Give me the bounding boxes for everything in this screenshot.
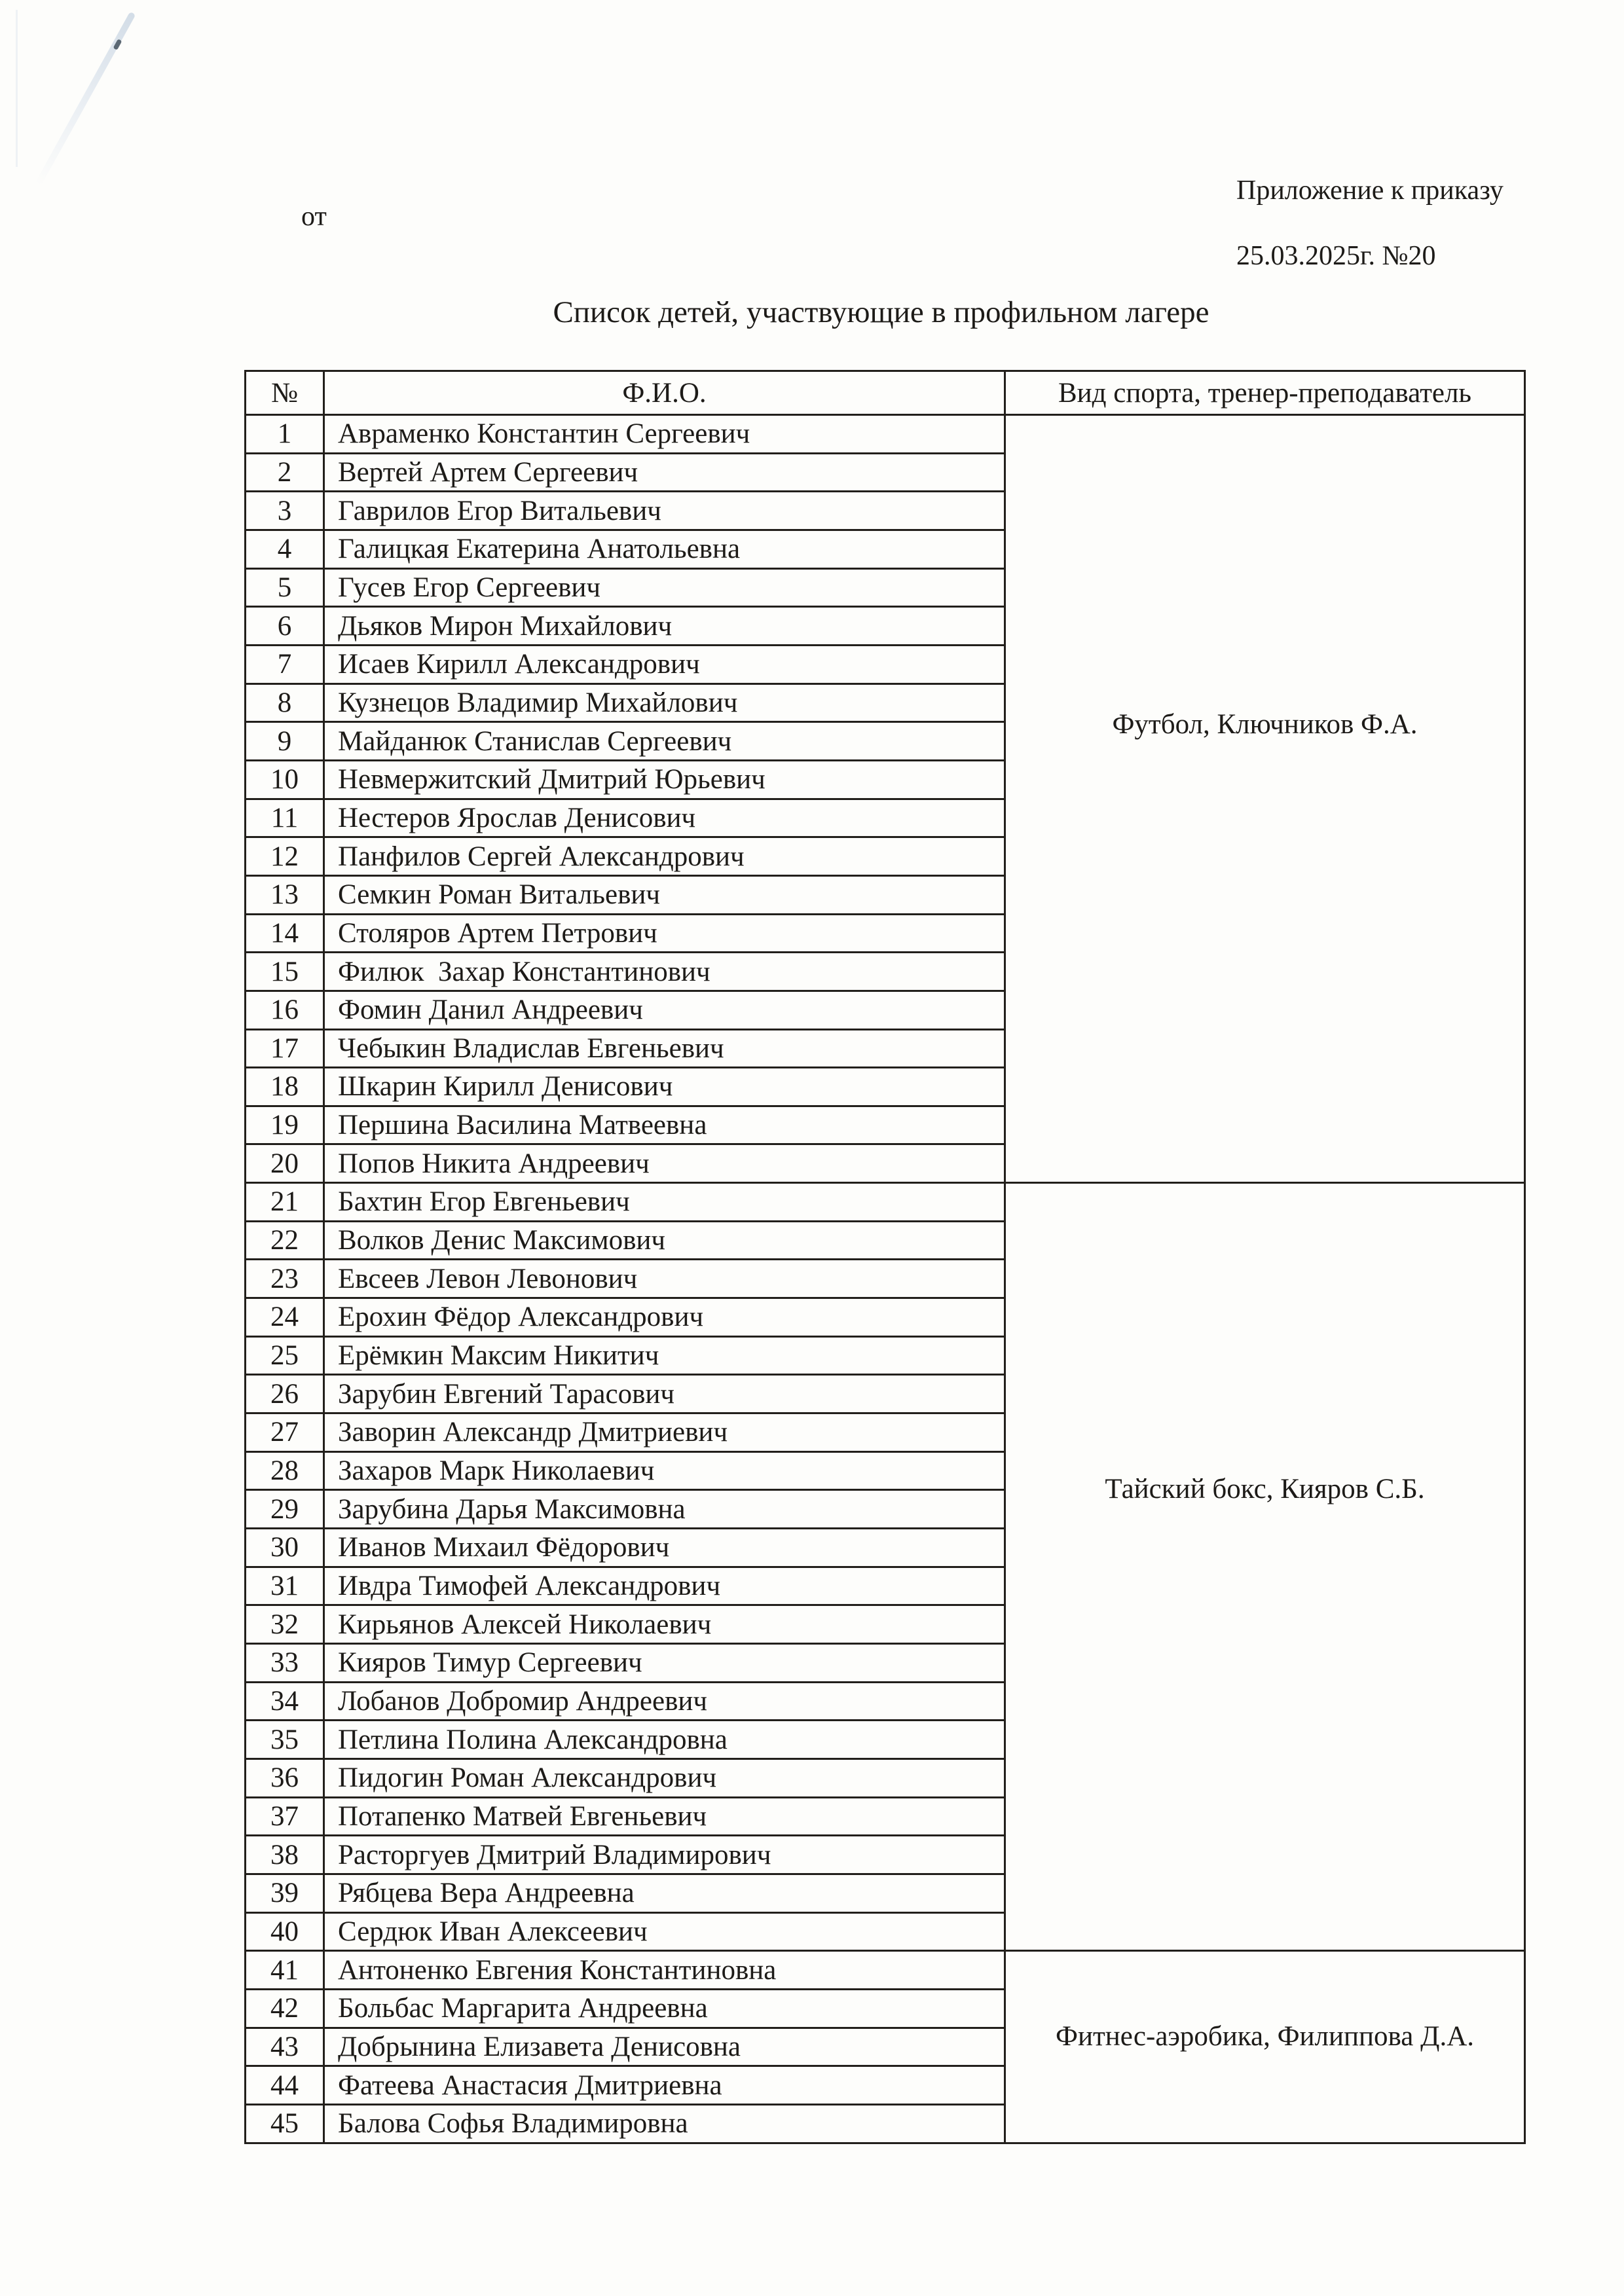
student-name-cell: Майданюк Станислав Сергеевич — [324, 722, 1005, 761]
student-name-cell: Евсеев Левон Левонович — [324, 1260, 1005, 1298]
col-header-sport: Вид спорта, тренер-преподаватель — [1005, 371, 1525, 415]
row-number-cell: 42 — [246, 1989, 324, 2028]
row-number-cell: 45 — [246, 2104, 324, 2143]
student-name-cell: Потапенко Матвей Евгеньевич — [324, 1797, 1005, 1836]
student-name-cell: Дьяков Мирон Михайлович — [324, 607, 1005, 646]
student-name-cell: Сердюк Иван Алексеевич — [324, 1912, 1005, 1951]
row-number-cell: 36 — [246, 1758, 324, 1797]
sport-group-cell — [1005, 415, 1525, 1183]
student-name-cell: Антоненко Евгения Константиновна — [324, 1951, 1005, 1990]
student-name-cell: Гаврилов Егор Витальевич — [324, 492, 1005, 530]
row-number-cell: 43 — [246, 2028, 324, 2066]
student-name-cell: Кузнецов Владимир Михайлович — [324, 683, 1005, 722]
row-number-cell: 37 — [246, 1797, 324, 1836]
student-name-cell: Больбас Маргарита Андреевна — [324, 1989, 1005, 2028]
row-number-cell: 23 — [246, 1260, 324, 1298]
row-number-cell: 26 — [246, 1375, 324, 1413]
roster-table — [244, 370, 1526, 2144]
appendix-date: 25.03.2025г. №20 — [1236, 241, 1436, 271]
row-number-cell: 40 — [246, 1912, 324, 1951]
student-name-cell: Чебыкин Владислав Евгеньевич — [324, 1029, 1005, 1068]
student-name-cell: Пидогин Роман Александрович — [324, 1758, 1005, 1797]
student-name-cell: Семкин Роман Витальевич — [324, 875, 1005, 914]
row-number-cell: 2 — [246, 453, 324, 492]
row-number-cell: 11 — [246, 799, 324, 837]
student-name-cell: Кирьянов Алексей Николаевич — [324, 1605, 1005, 1644]
row-number-cell: 39 — [246, 1874, 324, 1912]
row-number-cell: 10 — [246, 760, 324, 799]
row-number-cell: 22 — [246, 1221, 324, 1260]
student-name-cell: Филюк Захар Константинович — [324, 953, 1005, 991]
row-number-cell: 4 — [246, 530, 324, 568]
row-number-cell: 38 — [246, 1836, 324, 1874]
student-name-cell: Гусев Егор Сергеевич — [324, 568, 1005, 607]
sport-group-cell — [1005, 1951, 1525, 2143]
scan-edge-line — [16, 10, 18, 167]
row-number-cell: 31 — [246, 1567, 324, 1605]
row-number-cell: 24 — [246, 1298, 324, 1337]
row-number-cell: 41 — [246, 1951, 324, 1990]
student-name-cell: Зарубина Дарья Максимовна — [324, 1490, 1005, 1529]
row-number-cell: 14 — [246, 914, 324, 953]
row-number-cell: 29 — [246, 1490, 324, 1529]
scan-crease-line — [35, 12, 136, 187]
table-row — [246, 415, 1525, 454]
student-name-cell: Петлина Полина Александровна — [324, 1721, 1005, 1759]
row-number-cell: 16 — [246, 991, 324, 1029]
student-name-cell: Панфилов Сергей Александрович — [324, 837, 1005, 876]
row-number-cell: 3 — [246, 492, 324, 530]
student-name-cell: Заворин Александр Дмитриевич — [324, 1413, 1005, 1452]
student-name-cell: Расторгуев Дмитрий Владимирович — [324, 1836, 1005, 1874]
student-name-cell: Исаев Кирилл Александрович — [324, 645, 1005, 683]
row-number-cell: 1 — [246, 415, 324, 454]
student-name-cell: Бахтин Егор Евгеньевич — [324, 1183, 1005, 1222]
page-title: Список детей, участвующие в профильном лагере — [553, 295, 1209, 329]
row-number-cell: 8 — [246, 683, 324, 722]
row-number-cell: 27 — [246, 1413, 324, 1452]
student-name-cell: Шкарин Кирилл Денисович — [324, 1068, 1005, 1106]
student-name-cell: Иванов Михаил Фёдорович — [324, 1529, 1005, 1567]
student-name-cell: Нестеров Ярослав Денисович — [324, 799, 1005, 837]
student-name-cell: Добрынина Елизавета Денисовна — [324, 2028, 1005, 2066]
row-number-cell: 17 — [246, 1029, 324, 1068]
ot-label: от — [301, 202, 327, 232]
col-header-number: № — [246, 371, 324, 415]
student-name-cell: Кияров Тимур Сергеевич — [324, 1644, 1005, 1683]
row-number-cell: 13 — [246, 875, 324, 914]
table-row — [246, 1183, 1525, 1222]
row-number-cell: 15 — [246, 953, 324, 991]
student-name-cell: Балова Софья Владимировна — [324, 2104, 1005, 2143]
row-number-cell: 35 — [246, 1721, 324, 1759]
student-name-cell: Волков Денис Максимович — [324, 1221, 1005, 1260]
student-name-cell: Ерохин Фёдор Александрович — [324, 1298, 1005, 1337]
student-name-cell: Зарубин Евгений Тарасович — [324, 1375, 1005, 1413]
table-row — [246, 1951, 1525, 1990]
col-header-name: Ф.И.О. — [324, 371, 1005, 415]
student-name-cell: Столяров Артем Петрович — [324, 914, 1005, 953]
row-number-cell: 32 — [246, 1605, 324, 1644]
student-name-cell: Невмержитский Дмитрий Юрьевич — [324, 760, 1005, 799]
table-header-row — [246, 371, 1525, 415]
row-number-cell: 7 — [246, 645, 324, 683]
student-name-cell: Вертей Артем Сергеевич — [324, 453, 1005, 492]
row-number-cell: 20 — [246, 1144, 324, 1183]
student-name-cell: Лобанов Добромир Андреевич — [324, 1682, 1005, 1721]
student-name-cell: Захаров Марк Николаевич — [324, 1451, 1005, 1490]
row-number-cell: 44 — [246, 2066, 324, 2105]
appendix-note: Приложение к приказу — [1236, 175, 1504, 206]
row-number-cell: 28 — [246, 1451, 324, 1490]
row-number-cell: 19 — [246, 1106, 324, 1144]
row-number-cell: 25 — [246, 1336, 324, 1375]
row-number-cell: 6 — [246, 607, 324, 646]
student-name-cell: Ерёмкин Максим Никитич — [324, 1336, 1005, 1375]
sport-group-label: Футбол, Ключников Ф.А. — [1112, 708, 1418, 740]
student-name-cell: Галицкая Екатерина Анатольевна — [324, 530, 1005, 568]
row-number-cell: 9 — [246, 722, 324, 761]
row-number-cell: 21 — [246, 1183, 324, 1222]
student-name-cell: Попов Никита Андреевич — [324, 1144, 1005, 1183]
student-name-cell: Фатеева Анастасия Дмитриевна — [324, 2066, 1005, 2105]
row-number-cell: 5 — [246, 568, 324, 607]
row-number-cell: 34 — [246, 1682, 324, 1721]
sport-group-label: Фитнес-аэробика, Филиппова Д.А. — [1055, 2020, 1475, 2052]
sport-group-label: Тайский бокс, Кияров С.Б. — [1105, 1473, 1425, 1504]
student-name-cell: Авраменко Константин Сергеевич — [324, 415, 1005, 454]
row-number-cell: 33 — [246, 1644, 324, 1683]
student-name-cell: Фомин Данил Андреевич — [324, 991, 1005, 1029]
sport-group-cell — [1005, 1183, 1525, 1951]
appendix-block — [1236, 177, 1504, 270]
row-number-cell: 12 — [246, 837, 324, 876]
row-number-cell: 30 — [246, 1529, 324, 1567]
student-name-cell: Ивдра Тимофей Александрович — [324, 1567, 1005, 1605]
student-name-cell: Рябцева Вера Андреевна — [324, 1874, 1005, 1912]
student-name-cell: Першина Василина Матвеевна — [324, 1106, 1005, 1144]
row-number-cell: 18 — [246, 1068, 324, 1106]
